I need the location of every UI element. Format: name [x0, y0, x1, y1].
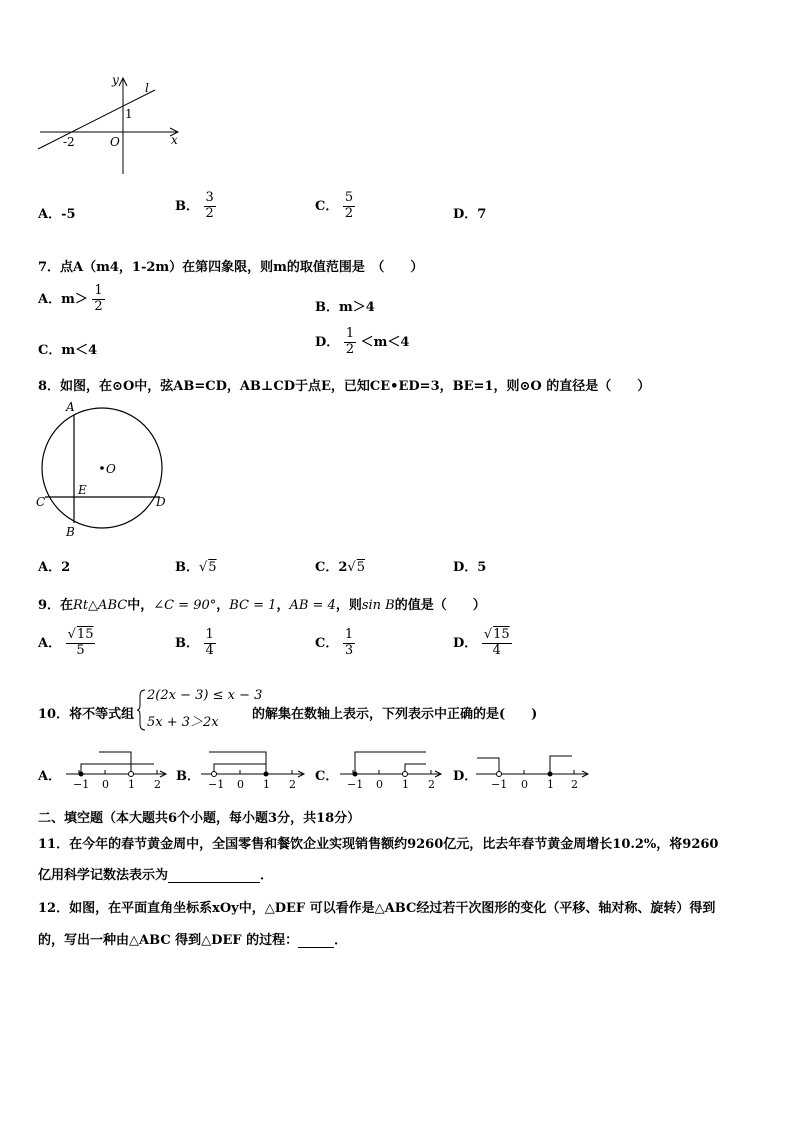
q10-number-line-b	[199, 748, 309, 790]
center-dot	[100, 466, 104, 470]
fig6-label-y: y	[112, 73, 119, 87]
q10-number-line-c	[338, 748, 448, 790]
q7-option-b: B．m＞4	[315, 300, 375, 315]
q10-number-line-d	[474, 748, 592, 790]
q8-option-d: D．5	[453, 560, 487, 575]
q7-option-c: C．m＜4	[38, 343, 98, 358]
svg-text:0: 0	[376, 778, 383, 790]
q10-option-a-label: A．	[38, 769, 62, 784]
q9-option-c: C． $\frac{1}{3}$	[315, 627, 354, 658]
q9-stem: 9．在Rt△ABC中，∠C = 90°，BC = 1，AB = 4，则sin B的值是（ ）	[38, 598, 486, 613]
q11-answer-blank	[168, 868, 260, 883]
q9-option-b: B． $\frac{1}{4}$	[175, 627, 214, 658]
sqrt: √5	[347, 560, 365, 575]
svg-text:0: 0	[102, 778, 109, 790]
fraction: $\frac{5}{2}$	[344, 190, 354, 221]
sqrt: √5	[199, 560, 217, 575]
fig8-label-E: E	[78, 483, 87, 497]
q7-stem: 7．点A（m4，1-2m）在第四象限，则m的取值范围是 （ ）	[38, 260, 424, 275]
svg-text:−1: −1	[347, 778, 364, 790]
svg-text:−1: −1	[491, 778, 508, 790]
q6-option-d: D．7	[453, 207, 487, 222]
q10-stem-post: 的解集在数轴上表示，下列表示中正确的是( )	[252, 707, 538, 722]
q12-line-2: 的，写出一种由△ABC 得到△DEF 的过程： ．	[38, 933, 348, 948]
q7-option-a: A．m＞ $\frac{1}{2}$	[38, 283, 103, 314]
q6-coordinate-figure	[30, 70, 190, 180]
svg-text:1: 1	[402, 778, 409, 790]
fraction: $\frac{1}{2}$	[345, 326, 355, 357]
svg-text:−1: −1	[208, 778, 225, 790]
system-line-2: 5x + 3＞2x	[147, 715, 219, 730]
q12-answer-blank	[298, 933, 334, 948]
line-l	[38, 90, 155, 149]
q10-number-line-a	[64, 748, 174, 790]
fig6-label-1: 1	[125, 107, 133, 121]
section-2-heading: 二、填空题（本大题共6个小题，每小题3分，共18分）	[38, 811, 361, 826]
fig6-label-neg2: -2	[63, 135, 75, 149]
q8-stem: 8．如图，在⊙O中，弦AB=CD，AB⊥CD于点E，已知CE•ED=3，BE=1，则⊙O 的直径是（ ）	[38, 379, 651, 394]
fig6-label-x: x	[171, 133, 178, 147]
svg-text:−1: −1	[73, 778, 90, 790]
q10-option-b-label: B．	[176, 769, 200, 784]
svg-text:0: 0	[237, 778, 244, 790]
q11-line-1: 11．在今年的春节黄金周中，全国零售和餐饮企业实现销售额约9260亿元，比去年春节黄金周增长10.2%，将9260	[38, 837, 719, 852]
svg-text:1: 1	[128, 778, 135, 790]
fraction: $\frac{√15}{5}$	[67, 627, 94, 658]
fig8-label-D: D	[156, 495, 166, 509]
q9-option-a: A． $\frac{√15}{5}$	[38, 627, 94, 658]
fraction: $\frac{1}{3}$	[344, 627, 354, 658]
svg-text:1: 1	[263, 778, 270, 790]
svg-text:2: 2	[154, 778, 161, 790]
fig8-label-O: O	[106, 462, 116, 476]
q6-option-c: C． $\frac{5}{2}$	[315, 190, 354, 221]
q12-line-1: 12．如图，在平面直角坐标系xOy中，△DEF 可以看作是△ABC经过若干次图形的变化（平移、轴对称、旋转）得到	[38, 901, 716, 916]
q10-option-d-label: D．	[453, 769, 478, 784]
fig8-label-A: A	[66, 400, 75, 414]
fig6-label-l: l	[145, 81, 149, 95]
svg-text:2: 2	[289, 778, 296, 790]
fraction: $\frac{1}{4}$	[205, 627, 214, 658]
fraction: $\frac{1}{2}$	[94, 283, 103, 314]
q7-option-d: D． $\frac{1}{2}$ ＜m＜4	[315, 326, 410, 357]
q8-circle-figure	[32, 398, 182, 543]
q8-option-a: A．2	[38, 560, 71, 575]
q10-stem-pre: 10．将不等式组	[38, 707, 135, 722]
svg-text:2: 2	[428, 778, 435, 790]
q10-option-c-label: C．	[315, 769, 339, 784]
fig8-label-B: B	[66, 525, 75, 539]
q9-option-d: D． $\frac{√15}{4}$	[453, 627, 510, 658]
q6-option-b: B． $\frac{3}{2}$	[175, 190, 214, 221]
svg-text:1: 1	[547, 778, 554, 790]
q8-option-b: B．√5	[175, 560, 217, 575]
system-line-1: 2(2x − 3) ≤ x − 3	[147, 688, 263, 703]
q6-option-a: A．-5	[38, 207, 76, 222]
svg-text:0: 0	[521, 778, 528, 790]
fig8-label-C: C	[36, 495, 46, 509]
fraction: $\frac{√15}{4}$	[483, 627, 510, 658]
brace	[137, 688, 147, 732]
q11-line-2: 亿用科学记数法表示为 ．	[38, 868, 274, 883]
q8-option-c: C．2√5	[315, 560, 365, 575]
svg-text:2: 2	[571, 778, 578, 790]
fraction: $\frac{3}{2}$	[205, 190, 214, 221]
fig6-label-O: O	[110, 135, 120, 149]
